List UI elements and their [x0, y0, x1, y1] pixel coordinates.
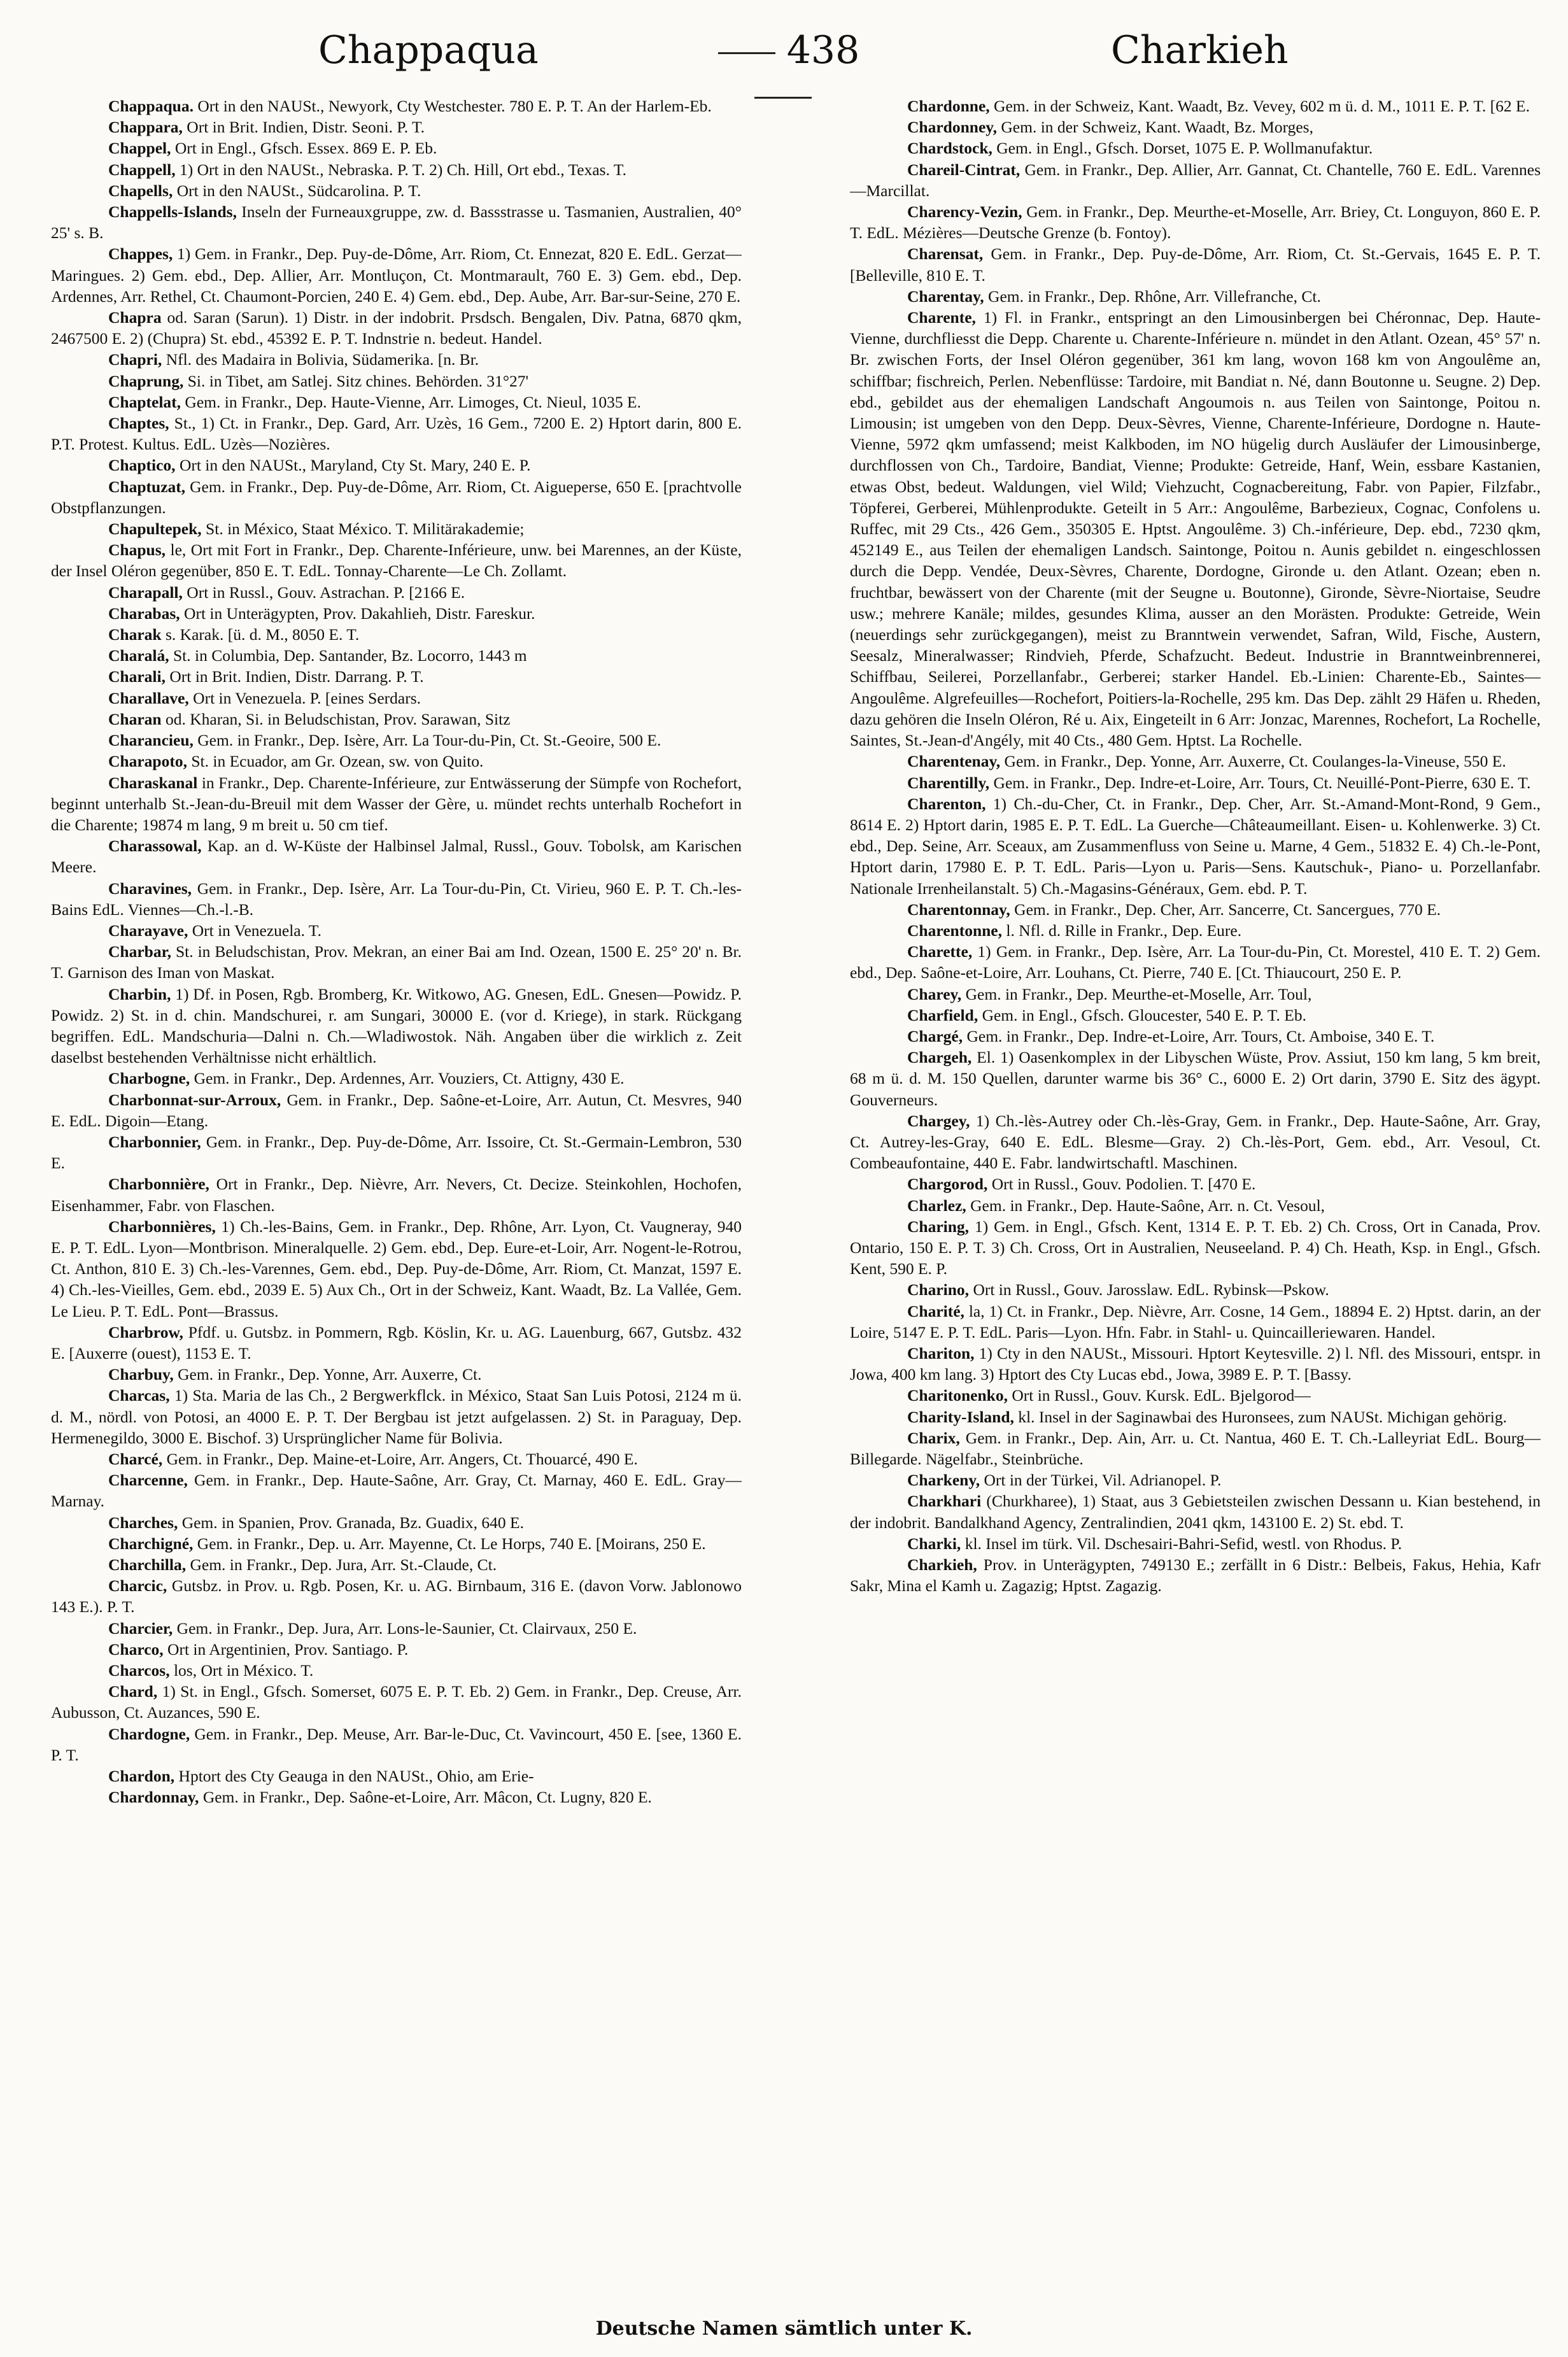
dictionary-entry — [51, 645, 742, 666]
dictionary-entry — [51, 455, 742, 476]
entry-headword: Charkeny, — [907, 1471, 980, 1490]
entry-headword: Charix, — [907, 1428, 960, 1447]
dictionary-entry — [850, 138, 1541, 159]
entry-headword: Chardonney, — [907, 118, 997, 137]
entry-text: Gem. in Frankr., Dep. Yonne, Arr. Auxerre, Ct. — [173, 1365, 482, 1384]
entry-text: St. in Beludschistan, Prov. Mekran, an einer Bai am Ind. Ozean, 1500 E. 25° 20' n. Br. T. Garnison des Iman von Maskat. — [51, 942, 742, 982]
entry-text: le, Ort mit Fort in Frankr., Dep. Charente-Inférieure, unw. bei Marennes, an der Küste, der Insel Oléron gegenüber, 850 E. T. EdL. Tonnay-Charente—Le Ch. Zollamt. — [51, 541, 742, 581]
dictionary-entry — [850, 1469, 1541, 1490]
entry-text: Gem. in Frankr., Dep. Puy-de-Dôme, Arr. Riom, Ct. St.-Gervais, 1645 E. P. T. [Belleville, 810 E. T. — [850, 244, 1541, 285]
entry-text: Gem. in Frankr., Dep. Ain, Arr. u. Ct. Nantua, 460 E. T. Ch.-Lalleyriat EdL. Bourg—Billegarde. Nägelfabr., Steinbrüche. — [850, 1428, 1541, 1468]
entry-text: Gem. in Frankr., Dep. Maine-et-Loire, Arr. Angers, Ct. Thouarcé, 490 E. — [162, 1450, 638, 1468]
entry-text: Gem. in Engl., Gfsch. Gloucester, 540 E. P. T. Eb. — [978, 1005, 1306, 1024]
entry-text: 1) Df. in Posen, Rgb. Bromberg, Kr. Witkowo, AG. Gnesen, EdL. Gnesen—Powidz. P. Powidz. 2) St. in d. chin. Mandschurei, r. am Sungari, 30000 E. (vor d. Kriege), in stark. Rückgang begriffen. EdL. Mandschuria—Dalni n. Ch.—Wladiwostok. Näh. Angaben über die wirklich z. Zeit daselbst bestehenden Verhältnisse nicht erhältlich. — [51, 984, 742, 1067]
entry-headword: Charbogne, — [108, 1069, 190, 1088]
entry-text: Pfdf. u. Gutsbz. in Pommern, Rgb. Köslin, Kr. u. AG. Lauenburg, 667, Gutsbz. 432 E. [Auxerre (ouest), 1153 E. T. — [51, 1322, 742, 1363]
entry-headword: Chappaqua. — [108, 97, 194, 115]
entry-headword: Charité, — [907, 1301, 964, 1320]
entry-text: El. 1) Oasenkomplex in der Libyschen Wüste, Prov. Assiut, 150 km lang, 5 km breit, 68 m ü. d. M. 150 Quellen, darunter warme bis 36° C., 6000 E. 2) Ort darin, 3790 E. Sitz des ägypt. Gouverneurs. — [850, 1048, 1541, 1109]
dictionary-entry — [51, 1618, 742, 1639]
entry-headword: Charentonne, — [907, 921, 1003, 940]
entry-headword: Charbonnier, — [108, 1132, 201, 1151]
entry-text: Ort in den NAUSt., Maryland, Cty St. Mary, 240 E. P. — [175, 456, 531, 475]
entry-headword: Chaptelat, — [108, 392, 181, 411]
dictionary-entry — [51, 539, 742, 581]
entry-text: Ort in Brit. Indien, Distr. Seoni. P. T. — [182, 118, 425, 137]
entry-headword: Chappel, — [108, 139, 171, 158]
dictionary-entry — [51, 624, 742, 645]
entry-headword: Charak — [108, 625, 162, 644]
dictionary-entry — [51, 96, 742, 117]
dictionary-entry — [51, 709, 742, 730]
entry-text: Ort in Argentinien, Prov. Santiago. P. — [163, 1639, 409, 1659]
entry-text: Ort in Unterägypten, Prov. Dakahlieh, Distr. Fareskur. — [180, 604, 535, 623]
entry-headword: Charcos, — [108, 1661, 170, 1680]
entry-text: Gem. in Frankr., Dep. Haute-Saône, Arr. n. Ct. Vesoul, — [966, 1196, 1325, 1215]
entry-headword: Charkieh, — [907, 1555, 977, 1575]
entry-headword: Chappells-Islands, — [108, 202, 237, 222]
dictionary-entry — [51, 666, 742, 687]
dictionary-entry — [51, 1512, 742, 1533]
entry-text: Gutsbz. in Prov. u. Rgb. Posen, Kr. u. AG. Birnbaum, 316 E. (davon Vorw. Jablonowo 143 E.). P. T. — [51, 1576, 742, 1617]
dictionary-entry — [51, 772, 742, 836]
entry-text: Ort in der Türkei, Vil. Adrianopel. P. — [980, 1471, 1222, 1490]
dictionary-entry — [51, 1173, 742, 1215]
entry-headword: Charan — [108, 709, 162, 728]
entry-headword: Charassowal, — [108, 837, 202, 856]
entry-text: Ort in Venezuela. P. [eines Serdars. — [188, 688, 421, 707]
entry-text: St. in Ecuador, am Gr. Ozean, sw. von Quito. — [187, 752, 484, 771]
entry-text: Ort in Brit. Indien, Distr. Darrang. P. T. — [165, 667, 424, 686]
entry-headword: Charentonnay, — [907, 900, 1010, 919]
entry-text: Nfl. des Madaira in Bolivia, Südamerika. [n. Br. — [162, 350, 479, 369]
entry-text: Kap. an d. W-Küste der Halbinsel Jalmal, Russl., Gouv. Tobolsk, am Karischen Meere. — [51, 837, 742, 877]
dictionary-entry — [51, 1448, 742, 1469]
entry-text: Ort in Engl., Gfsch. Essex. 869 E. P. Eb. — [171, 139, 437, 158]
dictionary-entry — [51, 1068, 742, 1089]
dictionary-entry — [51, 1469, 742, 1511]
entry-headword: Charino, — [907, 1280, 970, 1299]
entry-text: 1) Cty in den NAUSt., Missouri. Hptort Keytesville. 2) l. Nfl. des Missouri, entspr. in Jowa, 400 km lang. 3) Hptort des Cty Lucas ebd., Jowa, 3989 E. P. T. [Bassy. — [850, 1343, 1541, 1384]
entry-headword: Charbuy, — [108, 1365, 174, 1384]
dictionary-entry — [51, 1131, 742, 1173]
entry-text: Gem. in Frankr., Dep. Meurthe-et-Moselle, Arr. Toul, — [961, 984, 1312, 1003]
entry-text: Ort in Russl., Gouv. Astrachan. P. [2166 E. — [182, 583, 465, 602]
entry-headword: Charensat, — [907, 244, 984, 264]
entry-text: la, 1) Ct. in Frankr., Dep. Nièvre, Arr. Cosne, 14 Gem., 18894 E. 2) Hptst. darin, an der Loire, 5147 E. P. T. EdL. Paris—Lyon. Hfn. Fabr. in Stahl- u. Quincailleriewaren. Handel. — [850, 1301, 1541, 1341]
entry-text: 1) Fl. in Frankr., entspringt an den Limousinbergen bei Chéronnac, Dep. Haute-Vienne, durchfliesst die Depp. Charente u. Charente-Inférieure n. mündet in den Atlant. Ozean, 45° 57' n. Br. zwischen Forts, der Insel Oléron gegenüber, 361 km lang, wovon 168 km von Angoulême an, schiffbar; fischreich, Perlen. Nebenflüsse: Tardoire, mit Bandiat n. Né, dann Boutonne u. Seugne. 2) Dep. ebd., gebildet aus der ehemaligen Landschaft Angoumois n. aus Teilen von Saintonge, Poitou n. Limousin; ist umgeben von den Depp. Deux-Sèvres, Vienne, Charente-Inférieure, Dordogne n. Haute-Vienne, 5972 qkm umfassend; meist Kalkboden, im NO hügelig durch Ausläufer der Limousinberge, durchflossen von Ch., Tardoire, Bandiat, Vienne; Produkte: Getreide, Hanf, Wein, essbare Kastanien, etwas Obst, bedeut. Waldungen, viel Wild; Viehzucht, Cognacbereitung, Fabr. von Papier, Filzfabr., Töpferei, Gerberei, Mühlenprodukte. Geteilt in 5 Arr.: Angoulême, Barbezieux, Cognac, Confolens u. Ruffec, mit 29 Cts., 426 Gem., 350305 E. Hptst. Angoulême. 3) Ch.-inférieure, Dep. ebd., 7230 qkm, 452149 E., aus Teilen der ehemaligen Landsch. Saintonge, Poitou n. Aunis gebildet n. eingeschlossen durch die Depp. Vendée, Deux-Sèvres, Charente, Dordogne, Gironde u. den Atlant. Ozean; eben n. fruchtbar, bewässert von der Charente (mit der Seugne u. Boutonne), Gironde, Sèvre-Niortaise, Seudre usw.; mehrere Kanäle; mildes, gesundes Klima, ausser an den Morästen. Produkte: Getreide, Wein (neuerdings sehr zurückgegangen), meist zu Branntwein verwendet, Safran, Wild, Fische, Austern, Seesalz, Mineralwasser; Rindvieh, Pferde, Schafzucht. Bedeut. Industrie in Branntweinbrennerei, Schiffbau, Seilerei, Porzellanfabr., Gerberei; starker Handel. Eb.-Linien: Charente-Eb., Saintes—Angoulême. Algrefeuilles—Rochefort, Poitiers-la-Rochelle, 295 km. Das Dep. zählt 29 Häfen u. Rheden, dazu gehören die Inseln Oléron, Ré u. Aix, Eingeteilt in 6 Arr: Jonzac, Marennes, Rochefort, La Rochelle, Saintes, St.-Jean-d'Angély, mit 40 Cts., 480 Gem. Hptst. La Rochelle. — [850, 308, 1541, 750]
dictionary-entry — [51, 392, 742, 413]
dictionary-entry — [51, 1216, 742, 1322]
entry-headword: Charbonnières, — [108, 1217, 216, 1236]
dictionary-entry — [51, 476, 742, 518]
entry-headword: Chapus, — [108, 541, 166, 560]
dictionary-entry — [51, 1089, 742, 1131]
dictionary-entry — [51, 984, 742, 1068]
entry-text: 1) Ort in den NAUSt., Nebraska. P. T. 2) Ch. Hill, Ort ebd., Texas. T. — [175, 160, 626, 179]
entry-headword: Charcenne, — [108, 1471, 188, 1490]
entry-headword: Chargorod, — [907, 1175, 988, 1194]
entry-headword: Charali, — [108, 667, 166, 686]
entry-headword: Charabas, — [108, 604, 180, 623]
entry-headword: Charkhari — [907, 1492, 982, 1511]
dictionary-entry — [850, 1047, 1541, 1110]
entry-headword: Charayave, — [108, 921, 188, 940]
dictionary-entry — [850, 1005, 1541, 1026]
dictionary-entry — [850, 1490, 1541, 1532]
entry-headword: Charallave, — [108, 688, 189, 707]
entry-text: Gem. in Frankr., Dep. Rhône, Arr. Villefranche, Ct. — [984, 287, 1321, 306]
entry-text: St., 1) Ct. in Frankr., Dep. Gard, Arr. Uzès, 16 Gem., 7200 E. 2) Hptort darin, 800 E. P.T. Protest. Kultus. EdL. Uzès—Nozières. — [51, 414, 742, 454]
dictionary-entry — [850, 772, 1541, 793]
dictionary-entry — [850, 307, 1541, 751]
dictionary-entry — [51, 920, 742, 941]
entry-text: s. Karak. [ü. d. M., 8050 E. T. — [161, 625, 360, 644]
dictionary-entry — [850, 751, 1541, 772]
entry-text: Gem. in der Schweiz, Kant. Waadt, Bz. Vevey, 602 m ü. d. M., 1011 E. P. T. [62 E. — [989, 97, 1530, 115]
entry-text: kl. Insel in der Saginawbai des Huronsees, zum NAUSt. Michigan gehörig. — [1014, 1407, 1507, 1426]
entry-text: Gem. in Frankr., Dep. Ardennes, Arr. Vouziers, Ct. Attigny, 430 E. — [190, 1069, 625, 1088]
entry-text: 1) Sta. Maria de las Ch., 2 Bergwerkflck. in México, Staat San Luis Potosi, 2124 m ü. d. M., nördl. von Potosi, an 4000 E. P. T. Der Bergbau ist jetzt aufgelassen. 2) St. in Paraguay, Dep. Hermenegildo, 3000 E. Bischof. 3) Ursprünglicher Name für Bolivia. — [51, 1386, 742, 1447]
dictionary-entry — [51, 1787, 742, 1808]
entry-headword: Chappara, — [108, 118, 183, 137]
dictionary-entry — [850, 899, 1541, 920]
dictionary-entry — [850, 1385, 1541, 1406]
dictionary-entry — [850, 984, 1541, 1005]
entry-headword: Chaptes, — [108, 414, 169, 433]
entry-text: Gem. in Frankr., Dep. Haute-Saône, Arr. Gray, Ct. Marnay, 460 E. EdL. Gray—Marnay. — [51, 1471, 742, 1511]
entry-text: Gem. in Frankr., Dep. Isère, Arr. La Tour-du-Pin, Ct. St.-Geoire, 500 E. — [193, 731, 661, 750]
entry-headword: Charente, — [907, 308, 976, 327]
entry-text: Gem. in Frankr., Dep. Allier, Arr. Gannat, Ct. Chantelle, 760 E. EdL. Varennes—Marcillat. — [850, 160, 1541, 200]
dictionary-entry — [51, 730, 742, 751]
dictionary-entry — [51, 603, 742, 624]
dictionary-entry — [850, 1533, 1541, 1554]
entry-headword: Charentilly, — [907, 773, 990, 792]
dictionary-entry — [51, 1385, 742, 1448]
entry-text: Gem. in Frankr., Dep. Haute-Vienne, Arr. Limoges, Ct. Nieul, 1035 E. — [181, 392, 642, 411]
entry-headword: Chariton, — [907, 1343, 975, 1363]
dictionary-entry — [850, 1026, 1541, 1047]
entry-headword: Chappell, — [108, 160, 176, 179]
entry-text: Si. in Tibet, am Satlej. Sitz chines. Behörden. 31°27' — [183, 371, 529, 390]
entry-headword: Charavines, — [108, 879, 192, 898]
entry-headword: Charentay, — [907, 287, 984, 306]
entry-text: Gem. in Frankr., Dep. Cher, Arr. Sancerre, Ct. Sancergues, 770 E. — [1010, 900, 1441, 919]
dictionary-entry — [51, 1681, 742, 1723]
entry-headword: Charapall, — [108, 583, 183, 602]
entry-headword: Charcic, — [108, 1576, 167, 1596]
dictionary-entry — [51, 1364, 742, 1385]
dictionary-entry — [51, 180, 742, 201]
entry-text: 1) Gem. in Frankr., Dep. Puy-de-Dôme, Arr. Riom, Ct. Ennezat, 820 E. EdL. Gerzat—Maringues. 2) Gem. ebd., Dep. Allier, Arr. Montluçon, Ct. Montmarault, 760 E. 3) Gem. ebd., Dep. Ardennes, Arr. Rethel, Ct. Chaumont-Porcien, 240 E. 4) Gem. ebd., Dep. Aube, Arr. Bar-sur-Seine, 270 E. — [51, 244, 742, 306]
entry-text: Gem. in der Schweiz, Kant. Waadt, Bz. Morges, — [997, 118, 1313, 137]
entry-text: Gem. in Frankr., Dep. Jura, Arr. St.-Claude, Ct. — [186, 1555, 497, 1575]
dictionary-entry — [51, 1724, 742, 1766]
entry-text: Gem. in Frankr., Dep. Saône-et-Loire, Arr. Mâcon, Ct. Lugny, 820 E. — [199, 1788, 652, 1807]
entry-headword: Chaptuzat, — [108, 477, 186, 496]
entry-headword: Charbonnière, — [108, 1175, 209, 1194]
dictionary-entry — [850, 201, 1541, 243]
dictionary-entry — [850, 1427, 1541, 1469]
entry-headword: Chardonnay, — [108, 1788, 199, 1807]
entry-headword: Chapra — [108, 308, 162, 327]
entry-headword: Charlez, — [907, 1196, 966, 1215]
page-footer-note: Deutsche Namen sämtlich unter K. — [595, 2318, 973, 2340]
entry-text: Gem. in Frankr., Dep. Jura, Arr. Lons-le-Saunier, Ct. Clairvaux, 250 E. — [173, 1618, 637, 1638]
entry-headword: Chardogne, — [108, 1724, 190, 1743]
dictionary-entry — [51, 1766, 742, 1787]
entry-text: Gem. in Frankr., Dep. Indre-et-Loire, Arr. Tours, Ct. Neuillé-Pont-Pierre, 630 E. T. — [989, 773, 1531, 792]
entry-headword: Charchilla, — [108, 1555, 187, 1575]
dictionary-entry — [850, 793, 1541, 899]
entry-headword: Chapultepek, — [108, 520, 202, 539]
page-number: 438 — [786, 28, 860, 73]
entry-headword: Charbar, — [108, 942, 171, 961]
entry-text: kl. Insel im türk. Vil. Dschesairi-Bahri-Sefid, westl. von Rhodus. P. — [961, 1534, 1402, 1553]
dictionary-entry — [850, 96, 1541, 117]
entry-headword: Chapri, — [108, 350, 162, 369]
dictionary-entry — [850, 159, 1541, 201]
dictionary-entry — [850, 286, 1541, 307]
entry-headword: Charancieu, — [108, 731, 194, 750]
entry-headword: Chard, — [108, 1682, 158, 1701]
entry-headword: Charaskanal — [108, 773, 198, 792]
entry-headword: Charey, — [907, 984, 962, 1003]
dictionary-entry — [51, 117, 742, 138]
left-column — [51, 96, 742, 2251]
entry-text: Prov. in Unterägypten, 749130 E.; zerfällt in 6 Distr.: Belbeis, Fakus, Hehia, Kafr Sakr, Mina el Kamh u. Zagazig; Hptst. Zagazig. — [850, 1555, 1541, 1596]
header-dash-right — [754, 97, 812, 99]
dictionary-entry — [51, 941, 742, 983]
entry-text: 1) Ch.-du-Cher, Ct. in Frankr., Dep. Cher, Arr. St.-Amand-Mont-Rond, 9 Gem., 8614 E. 2) Hptort darin, 1985 E. P. T. EdL. La Guerche—Châteaumeillant. Eisen- u. Kohlenwerke. 3) Ct. ebd., Dep. Seine, Arr. Sceaux, am Zusammenfluss von Seine u. Marne, 4 Gem., 51832 E. 4) Ch.-le-Pont, Hptort darin, 17980 E. P. T. EdL. Paris—Lyon u. Paris—Sens. Kautschuk-, Piano- u. Porzellanfabr. Nationale Irrenheilanstalt. 5) Ch.-Magasins-Généraux, Gem. ebd. P. T. — [850, 794, 1541, 898]
dictionary-entry — [51, 349, 742, 370]
dictionary-entry — [850, 1110, 1541, 1174]
dictionary-entry — [51, 159, 742, 180]
entry-text: Gem. in Frankr., Dep. Puy-de-Dôme, Arr. Issoire, Ct. St.-Germain-Lembron, 530 E. — [51, 1132, 742, 1173]
dictionary-entry — [850, 1216, 1541, 1280]
entry-text: l. Nfl. d. Rille in Frankr., Dep. Eure. — [1002, 921, 1242, 940]
entry-headword: Chargé, — [907, 1026, 963, 1045]
dictionary-entry — [850, 1279, 1541, 1300]
entry-text: Ort in den NAUSt., Südcarolina. P. T. — [173, 181, 421, 200]
entry-headword: Charcas, — [108, 1386, 170, 1405]
dictionary-entry — [51, 518, 742, 539]
entry-headword: Charches, — [108, 1513, 178, 1532]
entry-text: Gem. in Frankr., Dep. u. Arr. Mayenne, Ct. Le Horps, 740 E. [Moirans, 250 E. — [193, 1534, 706, 1553]
entry-headword: Charco, — [108, 1639, 164, 1659]
entry-headword: Charchigné, — [108, 1534, 194, 1553]
dictionary-entry — [51, 688, 742, 709]
entry-text: Ort in Russl., Gouv. Podolien. T. [470 E. — [987, 1175, 1256, 1194]
entry-headword: Chargey, — [907, 1111, 970, 1130]
entry-text: od. Saran (Sarun). 1) Distr. in der indobrit. Prsdsch. Bengalen, Div. Patna, 6870 qkm, 2467500 E. 2) (Chupra) St. ebd., 45392 E. P. T. Indnstrie n. bedeut. Handel. — [51, 308, 742, 348]
dictionary-entry — [51, 878, 742, 920]
entry-headword: Chareil-Cintrat, — [907, 160, 1021, 179]
dictionary-entry — [51, 1575, 742, 1617]
dictionary-entry — [850, 117, 1541, 138]
dictionary-entry — [51, 582, 742, 603]
entry-headword: Charency-Vezin, — [907, 202, 1022, 222]
entry-headword: Chardstock, — [907, 139, 992, 158]
entry-headword: Charbrow, — [108, 1322, 183, 1341]
dictionary-entry — [51, 413, 742, 455]
entry-headword: Chaprung, — [108, 371, 184, 390]
dictionary-entry — [51, 1533, 742, 1554]
dictionary-entry — [51, 243, 742, 307]
entry-text: 1) Gem. in Frankr., Dep. Isère, Arr. La Tour-du-Pin, Ct. Morestel, 410 E. T. 2) Gem. ebd., Dep. Saône-et-Loire, Arr. Louhans, Ct. Pierre, 740 E. [Ct. Thiaucourt, 250 E. P. — [850, 942, 1541, 982]
entry-headword: Charbin, — [108, 984, 171, 1003]
entry-text: Ort in den NAUSt., Newyork, Cty Westchester. 780 E. P. T. An der Harlem-Eb. — [193, 97, 712, 115]
entry-text: 1) Gem. in Engl., Gfsch. Kent, 1314 E. P. T. Eb. 2) Ch. Cross, Ort in Canada, Prov. Ontario, 150 E. P. T. 3) Ch. Cross, Ort in Australien, Neuseeland. P. 4) Ch. Heath, Ksp. in Engl., Gfsch. Kent, 590 E. P. — [850, 1217, 1541, 1278]
entry-headword: Charki, — [907, 1534, 961, 1553]
page-header — [0, 13, 1568, 83]
entry-text: Ort in Russl., Gouv. Kursk. EdL. Bjelgorod— — [1007, 1386, 1311, 1405]
dictionary-entry — [51, 201, 742, 243]
entry-text: Inseln der Furneauxgruppe, zw. d. Bassstrasse u. Tasmanien, Australien, 40° 25' s. B. — [51, 202, 742, 243]
entry-text: in Frankr., Dep. Charente-Inférieure, zur Entwässerung der Sümpfe von Rochefort, beginnt unterhalb St.-Jean-du-Breuil mit dem Wasser der Gère, u. mündet rechts unterhalb Rochefort in die Charente; 19874 m lang, 9 m breit u. 50 cm tief. — [51, 773, 742, 834]
entry-headword: Chardonne, — [907, 97, 990, 115]
dictionary-entry — [51, 371, 742, 392]
entry-headword: Charenton, — [907, 794, 986, 813]
entry-text: 1) St. in Engl., Gfsch. Somerset, 6075 E. P. T. Eb. 2) Gem. in Frankr., Dep. Creuse, Arr. Aubusson, Ct. Auzances, 590 E. — [51, 1682, 742, 1722]
entry-headword: Chaptico, — [108, 456, 176, 475]
entry-text: Gem. in Frankr., Dep. Puy-de-Dôme, Arr. Riom, Ct. Aigueperse, 650 E. [prachtvolle Obstpflanzungen. — [51, 477, 742, 517]
entry-headword: Charcier, — [108, 1618, 173, 1638]
dictionary-entry — [850, 1195, 1541, 1216]
dictionary-entry — [51, 1554, 742, 1575]
entry-text: St. in México, Staat México. T. Militärakademie; — [201, 520, 525, 539]
dictionary-entry — [850, 1301, 1541, 1343]
dictionary-entry — [850, 941, 1541, 983]
entry-headword: Charette, — [907, 942, 973, 961]
dictionary-entry — [51, 751, 742, 772]
entry-text: Gem. in Frankr., Dep. Indre-et-Loire, Arr. Tours, Ct. Amboise, 340 E. T. — [963, 1026, 1435, 1045]
header-last-entry: Charkieh — [1111, 28, 1289, 73]
entry-text: Ort in Russl., Gouv. Jarosslaw. EdL. Rybinsk—Pskow. — [969, 1280, 1329, 1299]
entry-text: 1) Ch.-lès-Autrey oder Ch.-lès-Gray, Gem. in Frankr., Dep. Haute-Saône, Arr. Gray, Ct. Autrey-les-Gray, 640 E. EdL. Blesme—Gray. 2) Ch.-lès-Port, Gem. ebd., Arr. Vesoul, Ct. Combeaufontaine, 440 E. Fabr. landwirtschaftl. Maschinen. — [850, 1111, 1541, 1173]
entry-text: St. in Columbia, Dep. Santander, Bz. Locorro, 1443 m — [169, 646, 527, 665]
entry-headword: Chardon, — [108, 1767, 175, 1786]
entry-text: Gem. in Frankr., Dep. Yonne, Arr. Auxerre, Ct. Coulanges-la-Vineuse, 550 E. — [1000, 752, 1506, 771]
entry-text: 1) Ch.-les-Bains, Gem. in Frankr., Dep. Rhône, Arr. Lyon, Ct. Vaugneray, 940 E. P. T. EdL. Lyon—Montbrison. Mineralquelle. 2) Gem. ebd., Dep. Eure-et-Loir, Arr. Nogent-le-Rotrou, Ct. Anthon, 810 E. 3) Ch.-les-Varennes, Gem. ebd., Dep. Puy-de-Dôme, Arr. Riom, Ct. Manzat, 1597 E. 4) Ch.-les-Vieilles, Gem. ebd., 2039 E. 5) Aux Ch., Ort in der Schweiz, Kant. Waadt, Bz. La Vallée, Gem. Le Lieu. P. T. EdL. Pont—Brassus. — [51, 1217, 742, 1320]
dictionary-entry — [51, 307, 742, 349]
dictionary-entry — [850, 1173, 1541, 1194]
header-dash-left — [718, 52, 775, 54]
entry-text: Gem. in Engl., Gfsch. Dorset, 1075 E. P. Wollmanufaktur. — [992, 139, 1373, 158]
entry-text: Gem. in Frankr., Dep. Isère, Arr. La Tour-du-Pin, Ct. Virieu, 960 E. P. T. Ch.-les-Bains EdL. Viennes—Ch.-l.-B. — [51, 879, 742, 919]
entry-text: Gem. in Spanien, Prov. Granada, Bz. Guadix, 640 E. — [178, 1513, 524, 1532]
entry-headword: Charitonenko, — [907, 1386, 1008, 1405]
entry-headword: Charentenay, — [907, 752, 1001, 771]
entry-text: los, Ort in México. T. — [169, 1661, 314, 1680]
dictionary-entry — [51, 1639, 742, 1660]
entry-headword: Chargeh, — [907, 1048, 972, 1067]
entry-text: (Churkharee), 1) Staat, aus 3 Gebietsteilen zwischen Dessann u. Kian bestehend, in der indobrit. Bandalkhand Agency, Zentralindien, 2041 qkm, 143100 E. 2) St. ebd. T. — [850, 1492, 1541, 1532]
entry-headword: Charbonnat-sur-Arroux, — [108, 1090, 281, 1109]
entry-text: od. Kharan, Si. in Beludschistan, Prov. Sarawan, Sitz — [161, 709, 511, 728]
entry-headword: Charfield, — [907, 1005, 978, 1024]
dictionary-entry — [850, 1406, 1541, 1427]
entry-text: Ort in Frankr., Dep. Nièvre, Arr. Nevers, Ct. Decize. Steinkohlen, Hochofen, Eisenhammer, Fabr. von Flaschen. — [51, 1175, 742, 1215]
right-column — [850, 96, 1541, 2251]
entry-headword: Charing, — [907, 1217, 970, 1236]
dictionary-entry — [51, 835, 742, 877]
dictionary-entry — [51, 138, 742, 159]
dictionary-entry — [850, 1343, 1541, 1385]
entry-headword: Charalá, — [108, 646, 169, 665]
entry-headword: Charapoto, — [108, 752, 187, 771]
header-first-entry: Chappaqua — [318, 28, 539, 73]
entry-headword: Charity-Island, — [907, 1407, 1014, 1426]
dictionary-entry — [850, 920, 1541, 941]
entry-text: Hptort des Cty Geauga in den NAUSt., Ohio, am Erie- — [174, 1767, 534, 1786]
entry-text: Gem. in Frankr., Dep. Meuse, Arr. Bar-le-Duc, Ct. Vavincourt, 450 E. [see, 1360 E. P. T. — [51, 1724, 742, 1764]
entry-text: Gem. in Frankr., Dep. Saône-et-Loire, Arr. Autun, Ct. Mesvres, 940 E. EdL. Digoin—Etang. — [51, 1090, 742, 1130]
entry-headword: Charcé, — [108, 1450, 163, 1468]
dictionary-entry — [850, 1554, 1541, 1596]
dictionary-entry — [850, 243, 1541, 285]
entry-text: Ort in Venezuela. T. — [188, 921, 321, 940]
dictionary-entry — [51, 1660, 742, 1681]
entry-headword: Chapells, — [108, 181, 173, 200]
dictionary-entry — [51, 1322, 742, 1364]
entry-headword: Chappes, — [108, 244, 173, 264]
entry-text: Gem. in Frankr., Dep. Meurthe-et-Moselle, Arr. Briey, Ct. Longuyon, 860 E. P. T. EdL. Mézières—Deutsche Grenze (b. Fontoy). — [850, 202, 1541, 243]
